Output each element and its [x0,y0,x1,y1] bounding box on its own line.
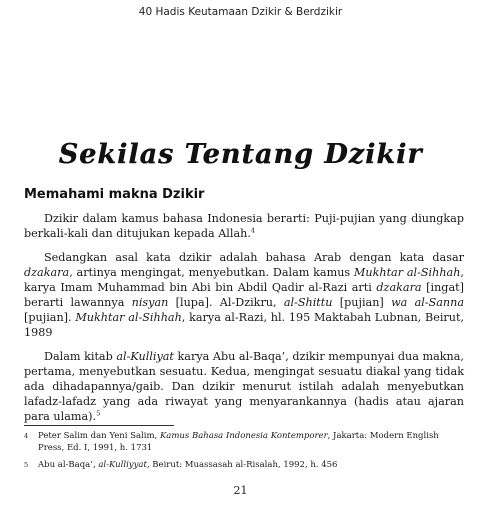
footnote-author: Peter Salim dan Yeni Salim, [38,431,160,441]
footnote-item [24,460,464,472]
paragraph-3 [24,349,464,424]
footnote-ref-5[interactable]: 5 [96,409,101,418]
book-title: Mukhtar al-Sihhah [353,266,461,279]
book-title: al-Kulliyat [116,350,174,363]
term-wa-al-sanna: wa al-Sanna [391,296,465,309]
footnote-divider [24,425,174,426]
footnote-publication: , Beirut: Muassasah al-Risalah, 1992, h. 456 [146,460,338,470]
term-al-shittu: al-Shittu [283,296,333,309]
paragraph-2-text: , artinya mengingat, menyebutkan. Dalam kamus [69,266,354,279]
paragraph-2-text: , karya Imam Muhammad bin Abi bin Abdil Qadir al-Razi arti [24,266,464,294]
footnote-number: 4 [24,432,29,440]
term-dzakara: dzakara [24,266,70,279]
page-number: 21 [233,484,248,497]
paragraph-2-text: Sedangkan asal kata dzikir adalah bahasa Arab dengan kata dasar [44,251,464,264]
running-header: 40 Hadis Keutamaan Dzikir & Berdzikir [138,6,343,18]
paragraph-1-text: Dzikir dalam kamus bahasa Indonesia berarti: Puji-pujian yang diungkap berkali-kali dan ditujukan kepada Allah. [24,212,464,240]
footnote-publication: , Jakarta: Modern English Press, Ed. I, 1991, h. 1731 [38,431,439,453]
footnote-book-title: al-Kulliyyat [98,460,147,470]
term-dzakara: dzakara [376,281,422,294]
footnote-number: 5 [24,461,29,469]
paragraph-2 [24,250,464,340]
paragraph-2-text: [pujian]. [24,311,76,324]
paragraph-2-text: [pujian] [332,296,392,309]
paragraph-3-text: Dalam kitab [44,350,117,363]
footnotes [24,431,464,478]
section-heading: Memahami makna Dzikir [24,187,205,202]
footnote-book-title: Kamus Bahasa Indonesia Kontemporer [159,431,328,441]
footnote-text [38,460,464,472]
footnote-ref-4[interactable]: 4 [250,226,256,235]
term-nisyan: nisyan [131,296,169,309]
paragraph-1 [24,211,464,241]
paragraph-2-text: [lupa]. Al-Dzikru, [168,296,284,309]
footnote-text [38,431,464,454]
footnote-author: Abu al-Baqa’, [38,460,99,470]
footnote-item [24,431,464,454]
chapter-title: Sekilas Tentang Dzikir [58,139,423,170]
paragraph-3-text: karya Abu al-Baqa’, dzikir mempunyai dua makna, pertama, menyebutkan sesuatu. Kedua, mengingat sesuatu diakal yang tidak ada dihadapannya/gaib. Dan dzikir menurut istilah adalah menyebutkan lafadz-lafadz yang ada riwayat yang menyarankannya (hadis atau ajaran para ulama). [24,350,464,423]
body-text [24,211,464,433]
book-title: Mukhtar al-Sihhah [75,311,182,324]
paragraph-2-text: [ingat] berarti lawannya [24,281,464,309]
paragraph-2-text: , karya al-Razi, hl. 195 Maktabah Lubnan, Beirut, 1989 [24,311,464,339]
